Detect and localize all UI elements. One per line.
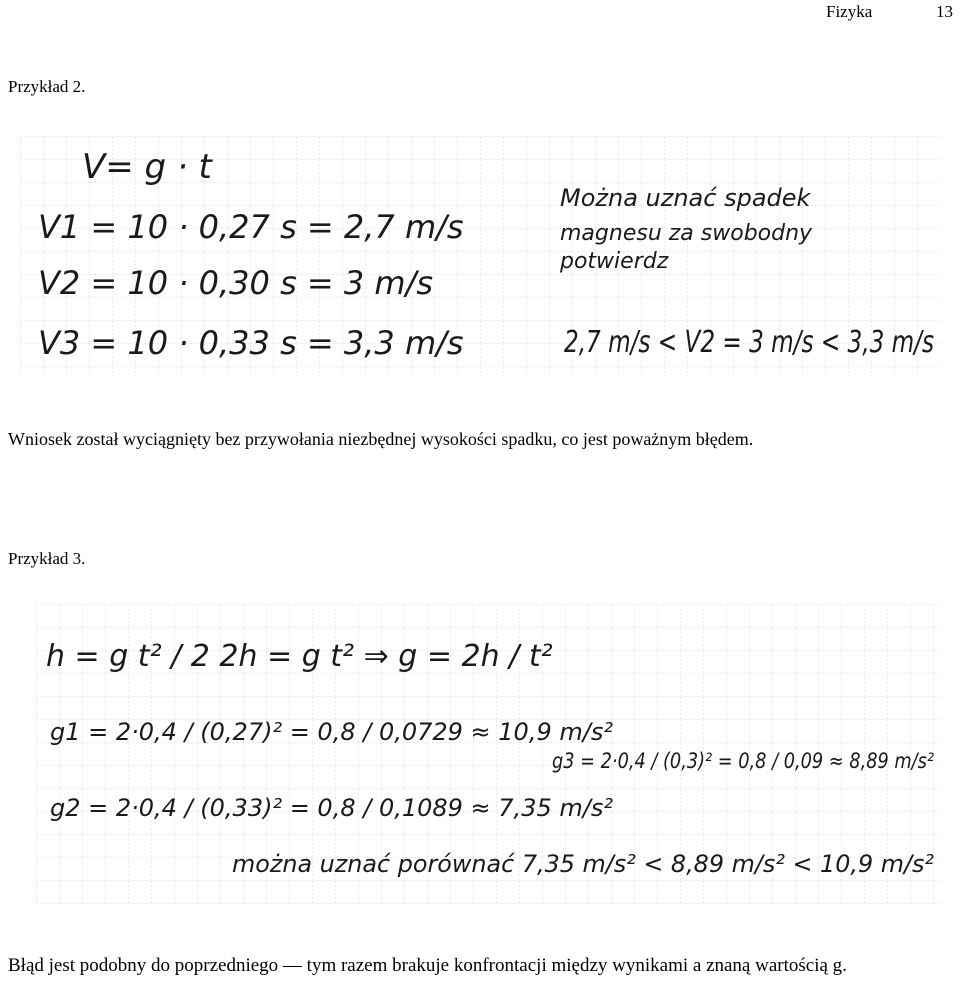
hw-formula-v: V= g · t <box>82 147 212 187</box>
example-3-heading: Przykład 3. <box>8 549 86 568</box>
hw-g1: g1 = 2·0,4 / (0,27)² = 0,8 / 0,0729 ≈ 10,9 m/s² <box>50 718 613 746</box>
example-3-scan <box>36 604 940 904</box>
hw-comparison: 2,7 m/s < V2 = 3 m/s < 3,3 m/s <box>564 325 934 360</box>
hw-g2: g2 = 2·0,4 / (0,33)² = 0,8 / 0,1089 ≈ 7,35 m/s² <box>50 794 613 822</box>
page-number: 13 <box>936 2 953 21</box>
hw-v1: V1 = 10 · 0,27 s = 2,7 m/s <box>38 208 464 246</box>
hw-v2: V2 = 10 · 0,30 s = 3 m/s <box>38 264 434 302</box>
hw-note-line3: potwierdz <box>560 249 669 274</box>
hw-g3: g3 = 2·0,4 / (0,3)² = 0,8 / 0,09 ≈ 8,89 m/s² <box>552 749 935 773</box>
hw-note-line2: magnesu za swobodny <box>560 221 813 246</box>
example-2-scan <box>20 136 940 376</box>
example-3-assessment: Błąd jest podobny do poprzedniego — tym razem brakuje konfrontacji między wynikami a znaną wartością g. <box>8 955 847 976</box>
hw-note-line1: Można uznać spadek <box>560 184 811 212</box>
hw-line1: h = g t² / 2 2h = g t² ⇒ g = 2h / t² <box>46 639 553 674</box>
hw-conclusion: można uznać porównać 7,35 m/s² < 8,89 m/s² < 10,9 m/s² <box>232 850 935 878</box>
example-2-conclusion: Wniosek został wyciągnięty bez przywołania niezbędnej wysokości spadku, co jest poważnym błędem. <box>8 429 754 449</box>
hw-v3: V3 = 10 · 0,33 s = 3,3 m/s <box>38 324 464 362</box>
running-header-title: Fizyka <box>826 2 873 21</box>
example-2-heading: Przykład 2. <box>8 77 86 96</box>
